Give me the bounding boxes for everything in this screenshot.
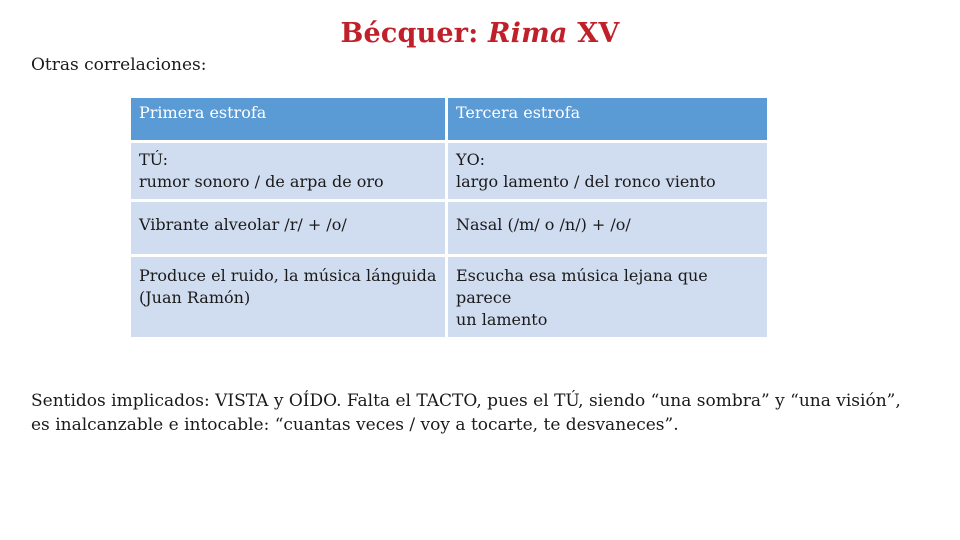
cell-line: Escucha esa música lejana que parece bbox=[456, 266, 708, 307]
cell-line: Vibrante alveolar /r/ + /o/ bbox=[139, 215, 347, 234]
slide-title bbox=[0, 18, 960, 49]
table-cell bbox=[131, 143, 445, 199]
table-cell bbox=[131, 257, 445, 337]
table-row bbox=[131, 143, 767, 199]
table-row bbox=[131, 202, 767, 254]
title-author: Bécquer: bbox=[340, 18, 479, 49]
table-cell bbox=[131, 202, 445, 254]
cell-line: (Juan Ramón) bbox=[139, 288, 251, 307]
cell-line: YO: bbox=[456, 150, 486, 169]
table-cell bbox=[448, 202, 767, 254]
subtitle: Otras correlaciones: bbox=[31, 55, 207, 75]
correlations-table bbox=[128, 95, 770, 340]
cell-line: un lamento bbox=[456, 310, 548, 329]
conclusion-paragraph bbox=[31, 389, 936, 437]
table-cell bbox=[448, 257, 767, 337]
conclusion-line: es inalcanzable e intocable: “cuantas veces / voy a tocarte, te desvaneces”. bbox=[31, 415, 679, 435]
header-tercera-estrofa: Tercera estrofa bbox=[448, 98, 767, 140]
cell-line: TÚ: bbox=[139, 150, 168, 169]
title-work: Rima bbox=[488, 18, 568, 49]
conclusion-line: Sentidos implicados: VISTA y OÍDO. Falta el TACTO, pues el TÚ, siendo “una sombra” y “una visión”, bbox=[31, 391, 901, 411]
cell-line: largo lamento / del ronco viento bbox=[456, 172, 716, 191]
cell-line: Nasal (/m/ o /n/) + /o/ bbox=[456, 215, 631, 234]
title-number: XV bbox=[577, 18, 620, 49]
header-primera-estrofa: Primera estrofa bbox=[131, 98, 445, 140]
cell-line: Produce el ruido, la música lánguida bbox=[139, 266, 437, 285]
table-row bbox=[131, 257, 767, 337]
table-cell bbox=[448, 143, 767, 199]
table-header-row bbox=[131, 98, 767, 140]
cell-line: rumor sonoro / de arpa de oro bbox=[139, 172, 384, 191]
